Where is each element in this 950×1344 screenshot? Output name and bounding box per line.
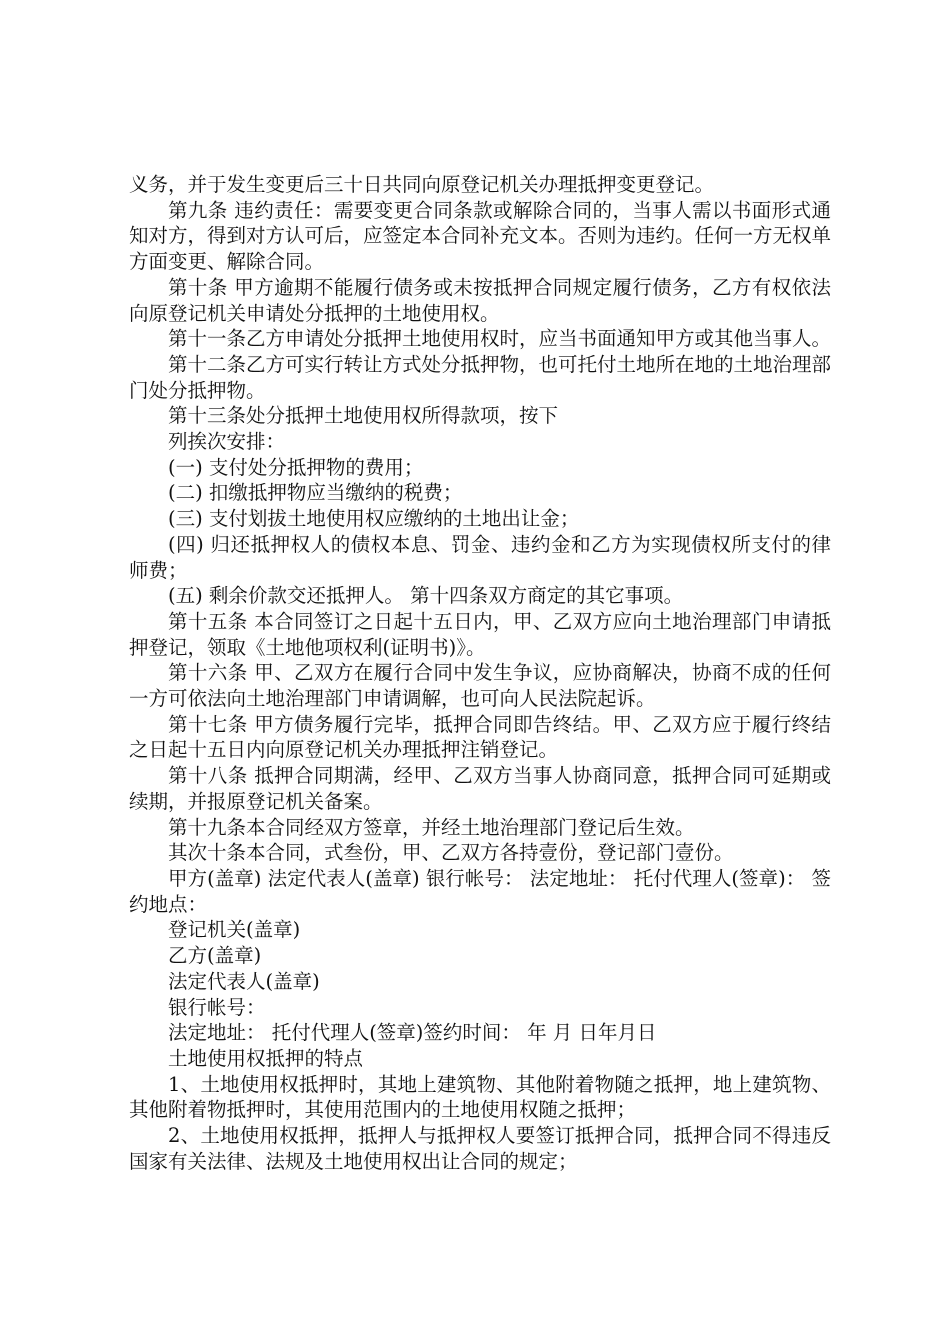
list-item-4: (四) 归还抵押权人的债权本息、罚金、违约金和乙方为实现债权所支付的律师费； [129,532,831,582]
paragraph-article-18: 第十八条 抵押合同期满，经甲、乙双方当事人协商同意，抵押合同可延期或续期，并报原登记机关备案。 [129,764,831,813]
paragraph-article-13-order: 列挨次安排： [168,430,286,454]
signature-legal-representative: 法定代表人(盖章) [168,969,320,993]
section-heading-features: 土地使用权抵押的特点 [168,1046,364,1070]
paragraph-article-15: 第十五条 本合同签订之日起十五日内，甲、乙双方应向土地治理部门申请抵押登记，领取《土地他项权利(证明书)》。 [129,609,831,659]
paragraph-article-12: 第十二条乙方可实行转让方式处分抵押物，也可托付土地所在地的土地治理部门处分抵押物。 [129,352,832,402]
list-item-2: (二) 扣缴抵押物应当缴纳的税费； [168,481,463,505]
paragraph-continuation: 义务，并于发生变更后三十日共同向原登记机关办理抵押变更登记。 [129,173,715,196]
paragraph-article-16: 第十六条 甲、乙双方在履行合同中发生争议，应协商解决，协商不成的任何一方可依法向土地治理部门申请调解，也可向人民法院起诉。 [129,661,831,711]
feature-item-1: 1、土地使用权抵押时，其地上建筑物、其他附着物随之抵押，地上建筑物、其他附着物抵押时，其使用范围内的土地使用权随之抵押； [129,1072,831,1122]
feature-item-2: 2、土地使用权抵押，抵押人与抵押权人要签订抵押合同，抵押合同不得违反国家有关法律、法规及土地使用权出让合同的规定； [129,1124,831,1173]
signature-address-date: 法定地址： 托付代理人(签章)签约时间： 年 月 日年月日 [168,1021,657,1045]
paragraph-article-20: 其次十条本合同，式叁份，甲、乙双方各持壹份，登记部门壹份。 [168,841,734,865]
signature-bank-account: 银行帐号： [168,995,266,1019]
paragraph-article-13: 第十三条处分抵押土地使用权所得款项，按下 [168,404,559,428]
signature-registration-authority: 登记机关(盖章) [168,918,301,942]
signature-block-party-a: 甲方(盖章) 法定代表人(盖章) 银行帐号： 法定地址： 托付代理人(签章)： 签约地点： [129,866,831,916]
list-item-1: (一) 支付处分抵押物的费用； [168,455,424,479]
paragraph-article-17: 第十七条 甲方债务履行完毕，抵押合同即告终结。甲、乙双方应于履行终结之日起十五日内向原登记机关办理抵押注销登记。 [129,712,831,762]
list-item-3: (三) 支付划拔土地使用权应缴纳的土地出让金； [168,507,580,531]
document-page [129,172,831,1174]
paragraph-article-10: 第十条 甲方逾期不能履行债务或未按抵押合同规定履行债务，乙方有权依法向原登记机关申请处分抵押的土地使用权。 [129,275,831,325]
paragraph-article-19: 第十九条本合同经双方签章，并经土地治理部门登记后生效。 [168,815,695,839]
paragraph-article-9: 第九条 违约责任：需要变更合同条款或解除合同的，当事人需以书面形式通知对方，得到对方认可后，应签定本合同补充文本。否则为违约。任何一方无权单方面变更、解除合同。 [129,198,832,274]
signature-party-b: 乙方(盖章) [168,944,262,968]
paragraph-article-11: 第十一条乙方申请处分抵押土地使用权时，应当书面通知甲方或其他当事人。 [168,327,832,351]
list-item-5: (五) 剩余价款交还抵押人。 第十四条双方商定的其它事项。 [168,584,684,608]
